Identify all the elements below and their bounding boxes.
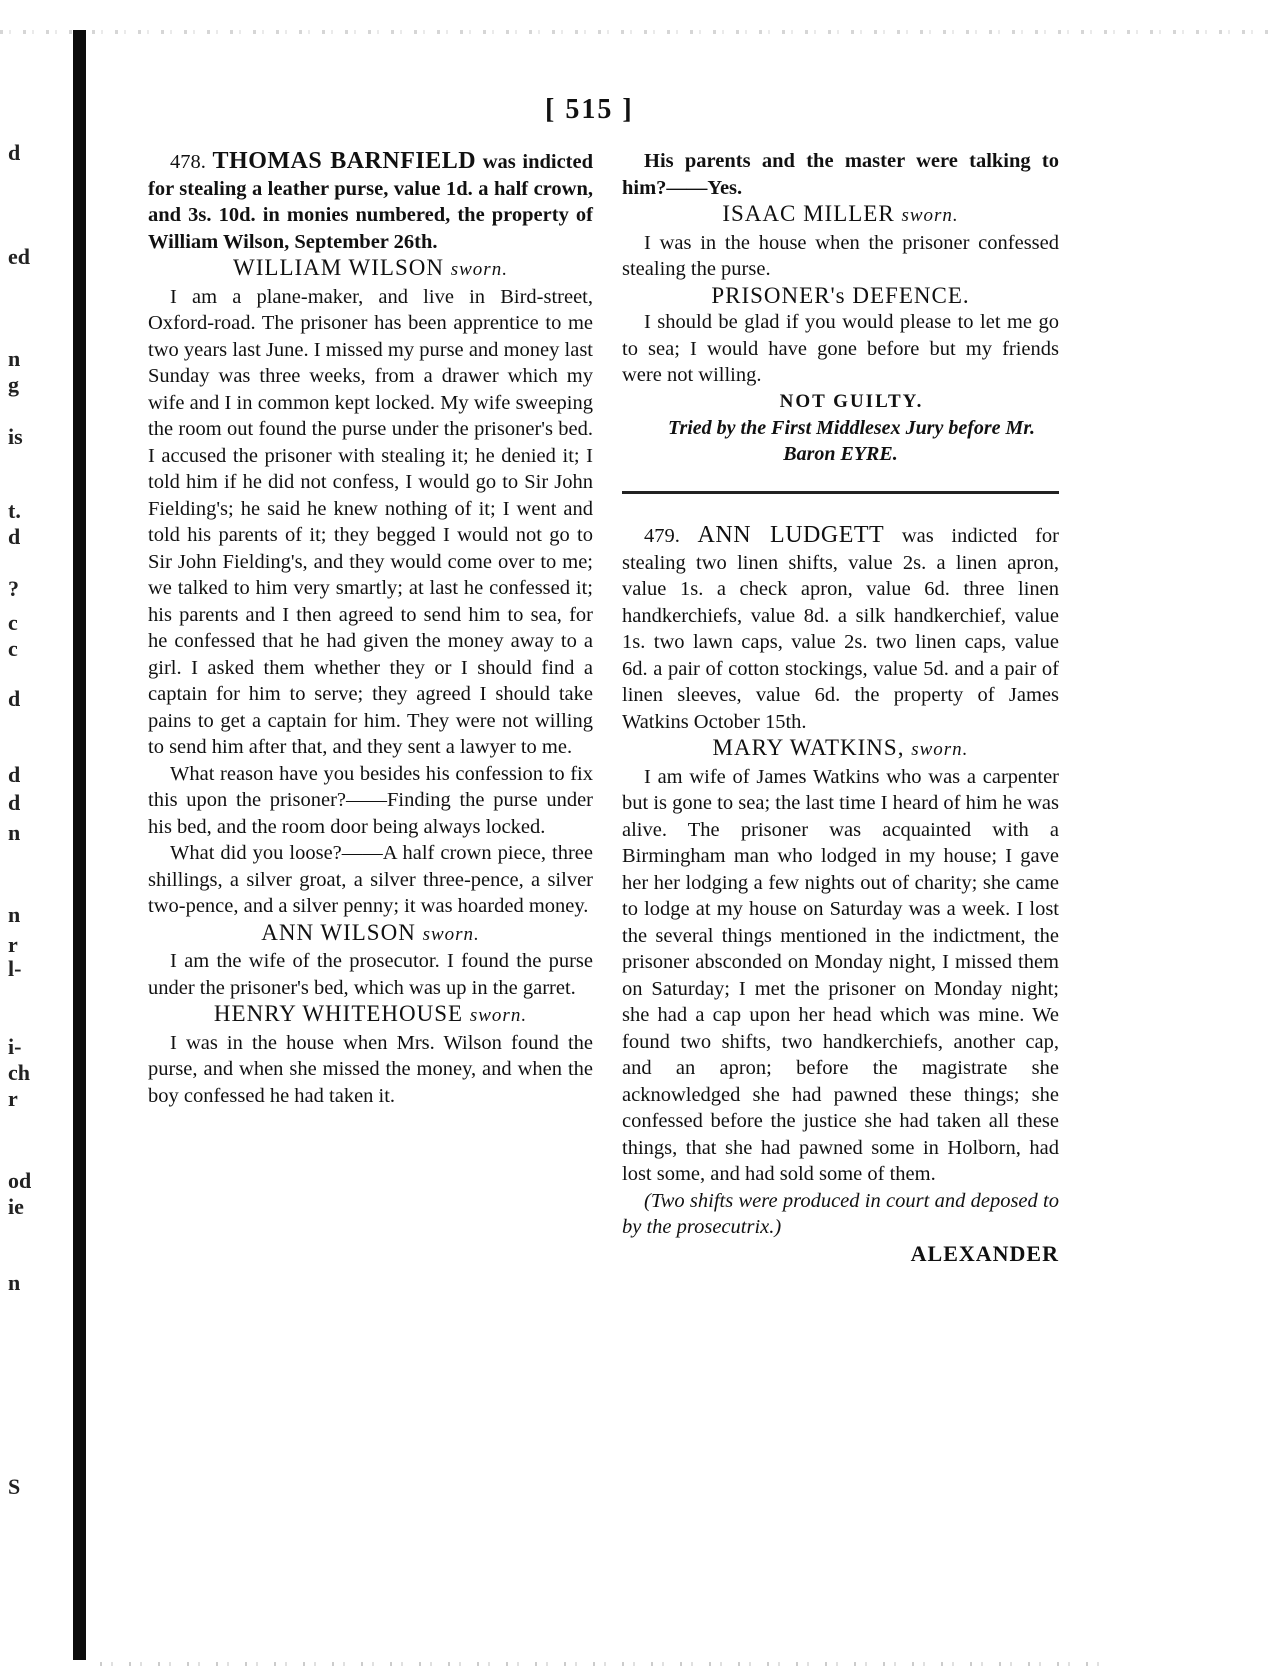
witness-name: ISAAC MILLER xyxy=(722,201,895,226)
margin-fragment: l- xyxy=(8,956,22,981)
margin-fragment: S xyxy=(8,1474,21,1499)
margin-fragment: d xyxy=(8,524,21,549)
verdict: NOT GUILTY. xyxy=(779,390,924,412)
case-478-intro xyxy=(148,148,593,255)
binding-edge xyxy=(73,30,86,1660)
margin-fragment: ch xyxy=(8,1060,30,1085)
testimony-paragraph: I was in the house when Mrs. Wilson found the purse, and when she missed the money, and when the boy confessed he had taken it. xyxy=(148,1031,593,1107)
testimony-paragraph: What did you loose?——A half crown piece, three shillings, a silver groat, a silver three-pence, a silver two-pence, and a silver penny; it was hoarded money. xyxy=(148,842,593,917)
witness-name: ANN WILSON xyxy=(261,919,416,945)
margin-fragment: t. xyxy=(8,498,21,523)
margin-fragment: n xyxy=(8,820,21,845)
left-column xyxy=(148,148,593,1109)
margin-fragment: od xyxy=(8,1168,32,1193)
witness-heading xyxy=(148,255,593,284)
margin-fragments xyxy=(0,0,40,1680)
case-479-intro xyxy=(622,522,1059,735)
defendant-name: THOMAS BARNFIELD xyxy=(212,148,477,174)
witness-heading xyxy=(148,920,593,949)
right-column xyxy=(622,148,1059,1267)
margin-fragment: c xyxy=(8,636,18,661)
catchword: ALEXANDER xyxy=(910,1240,1059,1266)
sworn-label: sworn. xyxy=(422,923,480,945)
section-rule xyxy=(622,491,1059,494)
case-number: 479. xyxy=(644,525,680,547)
witness-name: MARY WATKINS, xyxy=(712,735,905,760)
sworn-label: sworn. xyxy=(450,259,508,280)
defence-paragraph: I should be glad if you would please to let me go to sea; I would have gone before but my friends were not willing. xyxy=(622,311,1059,386)
testimony-paragraph: I was in the house when the prisoner confessed stealing the purse. xyxy=(622,231,1059,280)
testimony-paragraph: What reason have you besides his confession to fix this upon the prisoner?——Finding the purse under his bed, and the room door being always locked. xyxy=(148,762,593,838)
witness-heading xyxy=(148,1001,593,1030)
defence-heading: PRISONER's DEFENCE. xyxy=(711,282,970,308)
margin-fragment: ? xyxy=(8,576,19,601)
sworn-label: sworn. xyxy=(911,739,969,760)
margin-fragment: n xyxy=(8,902,21,927)
sworn-label: sworn. xyxy=(469,1005,528,1026)
margin-fragment: ie xyxy=(8,1194,24,1219)
margin-fragment: i- xyxy=(8,1034,22,1059)
case-number: 478. xyxy=(170,151,206,173)
indictment-text: was indicted for stealing a leather purse, value 1d. a half crown, and 3s. 10d. in monies numbered, the property of William Wilson, September 26th. xyxy=(148,151,593,253)
testimony-paragraph: I am the wife of the prosecutor. I found the purse under the prisoner's bed, which was up in the garret. xyxy=(148,950,593,999)
testimony-paragraph: I am a plane-maker, and live in Bird-street, Oxford-road. The prisoner has been apprentice to me two years last June. I missed my purse and money last Sunday was three weeks, from a drawer which my wife and I in common kept locked. My wife sweeping the room out found the purse under the prisoner's bed. I accused the prisoner with stealing it; he denied it; I told him if he did not confess, I would go to Sir John Fielding's; he said he knew nothing of it; I went and told his parents of it; they begged I would not go to Sir John Fielding's, and they would come over to me; we talked to him very smartly; at last he confessed it; his parents and I then agreed to send him to sea, for he confessed that he had given the money away to a girl. I asked them whether they or I should find a captain for him to serve; they agreed I should take pains to get a captain for him. They were not willing to send him after that, and they sent a lawyer to me. xyxy=(148,285,593,758)
indictment-text: was indicted for stealing two linen shifts, value 2s. a linen apron, value 1s. a check apron, value 6d. three linen handkerchiefs, value 8d. a silk handkerchief, value 1s. two lawn caps, value 2s. two linen caps, value 6d. a pair of cotton stockings, value 5d. and a pair of linen sleeves, value 6d. the property of James Watkins October 15th. xyxy=(622,525,1059,733)
margin-fragment: r xyxy=(8,932,18,957)
witness-heading xyxy=(622,201,1059,230)
margin-fragment: g xyxy=(8,372,19,397)
margin-fragment: n xyxy=(8,346,21,371)
sworn-label: sworn. xyxy=(901,205,959,226)
margin-fragment: r xyxy=(8,1086,18,1111)
scan-noise-bottom xyxy=(100,1662,1100,1666)
margin-fragment: d xyxy=(8,686,21,711)
witness-name: HENRY WHITEHOUSE xyxy=(213,1001,464,1026)
witness-name: WILLIAM WILSON xyxy=(233,255,444,280)
testimony-paragraph: His parents and the master were talking to him?——Yes. xyxy=(622,150,1059,199)
margin-fragment: c xyxy=(8,610,18,635)
margin-fragment: n xyxy=(8,1270,21,1295)
margin-fragment: d xyxy=(8,762,21,787)
defendant-name: ANN LUDGETT xyxy=(697,522,885,548)
margin-fragment: ed xyxy=(8,244,30,269)
testimony-paragraph: I am wife of James Watkins who was a carpenter but is gone to sea; the last time I heard of him he was alive. The prisoner was acquainted with a Birmingham man who lodged in my house; I gave her her lodging a few nights out of charity; she came to lodge at my house on Saturday was a week. I lost the several things mentioned in the indictment, the prisoner absconded on Monday night, I missed them on Saturday; I met the prisoner on Monday night; she had a cap upon her head which was mine. We found two shifts, two handkerchiefs, another cap, and an apron; before the magistrate she acknowledged she had pawned these things; she confessed before the justice she had taken all these things, that she had pawned some in Holborn, had lost some, and had sold some of them. xyxy=(622,765,1059,1185)
court-note: (Two shifts were produced in court and deposed to by the prosecutrix.) xyxy=(622,1189,1059,1238)
scan-noise-top xyxy=(0,30,1271,34)
margin-fragment: d xyxy=(8,790,21,815)
margin-fragment: is xyxy=(8,424,23,449)
jury-line: Tried by the First Middlesex Jury before Mr. Baron EYRE. xyxy=(667,417,1036,465)
witness-heading xyxy=(622,735,1059,764)
margin-fragment: d xyxy=(8,140,21,165)
page-number: [ 515 ] xyxy=(545,94,634,125)
